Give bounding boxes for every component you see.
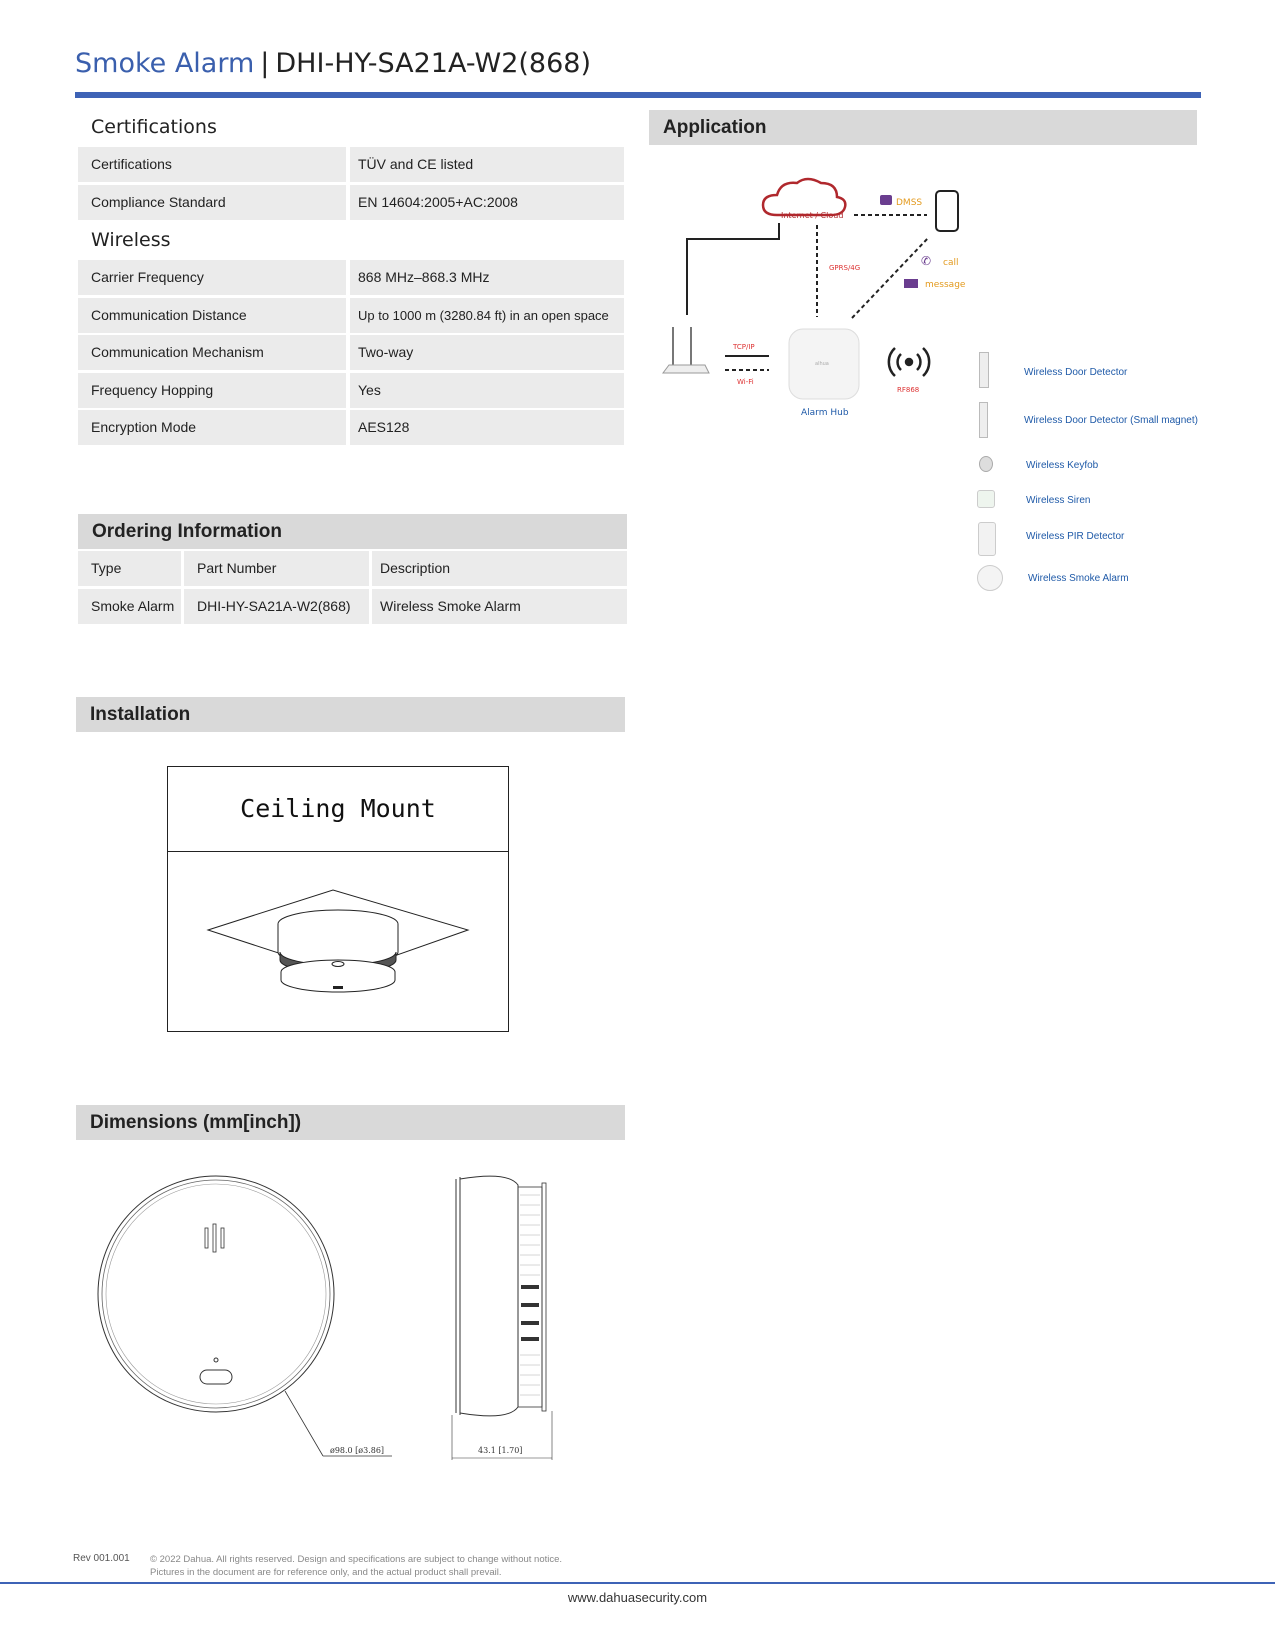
rf-signal-icon — [889, 348, 929, 376]
device-label: Wireless PIR Detector — [1026, 531, 1125, 542]
spec-value: Two-way — [350, 335, 624, 370]
cloud-icon — [763, 179, 845, 215]
table-cell-type: Smoke Alarm — [78, 589, 181, 624]
hub-brand: alhua — [815, 361, 829, 367]
wireless-heading: Wireless — [91, 229, 171, 251]
keyfob-icon — [979, 456, 993, 472]
door-detector-small-icon — [979, 402, 988, 438]
door-detector-icon — [979, 352, 989, 388]
website-link[interactable]: www.dahuasecurity.com — [567, 1590, 708, 1605]
smoke-alarm-icon — [977, 565, 1003, 591]
spec-row — [78, 260, 624, 295]
column-header-description: Description — [372, 551, 627, 586]
title-separator: | — [260, 48, 270, 79]
height-label: 43.1 [1.70] — [478, 1446, 523, 1455]
diameter-label: ø98.0 [ø3.86] — [330, 1446, 385, 1455]
device-label: Wireless Smoke Alarm — [1028, 573, 1129, 584]
ordering-header-row — [78, 551, 627, 586]
ordering-heading: Ordering Information — [78, 514, 627, 549]
copyright — [150, 1553, 562, 1579]
product-name: Smoke Alarm — [75, 48, 255, 79]
spec-key: Communication Distance — [78, 298, 346, 333]
dimensions-heading: Dimensions (mm[inch]) — [76, 1105, 625, 1140]
front-view-drawing — [90, 1170, 410, 1470]
spec-row — [78, 410, 624, 445]
model-number: DHI-HY-SA21A-W2(868) — [275, 48, 591, 79]
page-title — [75, 48, 591, 79]
certifications-heading: Certifications — [91, 116, 217, 138]
table-cell-part-number: DHI-HY-SA21A-W2(868) — [184, 589, 369, 624]
table-cell-description: Wireless Smoke Alarm — [372, 589, 627, 624]
spec-value: 868 MHz–868.3 MHz — [350, 260, 624, 295]
footer-rule — [0, 1582, 1275, 1584]
rf-label: RF868 — [897, 386, 920, 394]
tcpip-label: TCP/IP — [733, 343, 755, 351]
spec-row — [78, 298, 624, 333]
gprs-label: GPRS/4G — [829, 264, 861, 272]
message-icon — [904, 279, 918, 288]
cloud-label: Internet / Cloud — [781, 211, 844, 220]
pir-detector-icon — [978, 522, 996, 556]
ceiling-mount-drawing — [168, 852, 508, 1032]
mount-label: Ceiling Mount — [168, 767, 508, 852]
spec-row — [78, 147, 624, 182]
phone-icon — [936, 191, 958, 231]
call-label: call — [943, 258, 959, 268]
column-header-part-number: Part Number — [184, 551, 369, 586]
copyright-line: Pictures in the document are for reference only, and the actual product shall prevail. — [150, 1567, 502, 1578]
device-label: Wireless Door Detector — [1024, 367, 1128, 378]
spec-row — [78, 335, 624, 370]
device-label: Wireless Door Detector (Small magnet) — [1024, 415, 1198, 426]
installation-heading: Installation — [76, 697, 625, 732]
spec-key: Carrier Frequency — [78, 260, 346, 295]
call-icon: ✆ — [921, 254, 932, 268]
dmss-label: DMSS — [896, 198, 923, 208]
spec-row — [78, 373, 624, 408]
wifi-label: Wi-Fi — [737, 378, 754, 386]
message-label: message — [925, 280, 966, 290]
hub-label: Alarm Hub — [801, 408, 849, 418]
copyright-line: © 2022 Dahua. All rights reserved. Design and specifications are subject to change without notice. — [150, 1554, 563, 1565]
spec-value: Yes — [350, 373, 624, 408]
ceiling-mount-figure — [167, 766, 509, 1032]
spec-key: Frequency Hopping — [78, 373, 346, 408]
siren-icon — [977, 490, 995, 508]
dmss-icon — [880, 195, 892, 205]
header-rule — [75, 92, 1201, 98]
application-heading: Application — [649, 110, 1197, 145]
side-view-drawing — [448, 1175, 568, 1470]
device-label: Wireless Siren — [1026, 495, 1091, 506]
spec-key: Communication Mechanism — [78, 335, 346, 370]
revision: Rev 001.001 — [73, 1553, 130, 1564]
column-header-type: Type — [78, 551, 181, 586]
spec-value: Up to 1000 m (3280.84 ft) in an open space — [350, 298, 624, 333]
spec-key: Compliance Standard — [78, 185, 346, 220]
device-label: Wireless Keyfob — [1026, 460, 1099, 471]
router-icon — [663, 327, 709, 373]
spec-row — [78, 185, 624, 220]
spec-key: Certifications — [78, 147, 346, 182]
spec-value: EN 14604:2005+AC:2008 — [350, 185, 624, 220]
spec-value: TÜV and CE listed — [350, 147, 624, 182]
application-diagram — [649, 175, 966, 425]
spec-key: Encryption Mode — [78, 410, 346, 445]
spec-value: AES128 — [350, 410, 624, 445]
table-row — [78, 589, 627, 624]
